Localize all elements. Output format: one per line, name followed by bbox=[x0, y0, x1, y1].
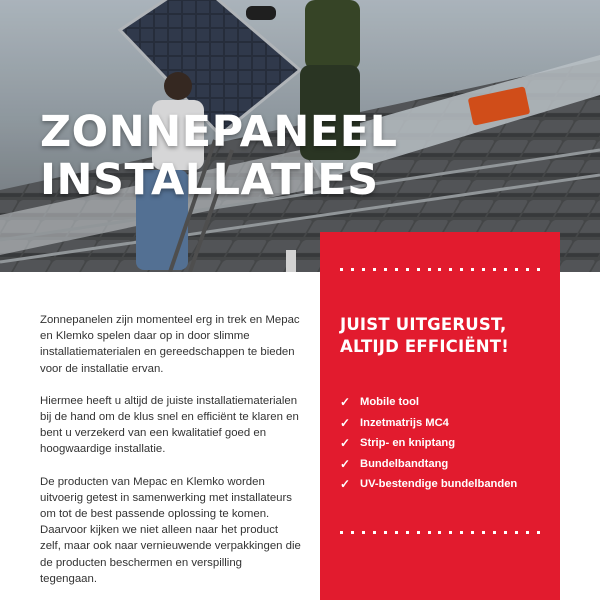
check-icon: ✓ bbox=[340, 395, 351, 409]
list-item bbox=[340, 433, 550, 454]
check-icon: ✓ bbox=[340, 415, 351, 430]
list-item-label: Mobile tool bbox=[360, 396, 420, 408]
dot-divider-bottom bbox=[340, 529, 540, 535]
list-item bbox=[340, 392, 550, 413]
feature-list bbox=[340, 392, 550, 495]
intro-paragraph-1: Zonnepanelen zijn momenteel erg in trek en Mepac en Klemko spelen daar op in door slimme installatiematerialen en gereedschappen te bieden voor de installatie ervan. bbox=[40, 314, 300, 375]
feature-box-heading bbox=[340, 314, 550, 358]
page-title-line-1: ZONNEPANEEL bbox=[40, 107, 398, 157]
list-item-label: Inzetmatrijs MC4 bbox=[360, 416, 449, 429]
feature-box-heading-line-2: ALTIJD EFFICIËNT! bbox=[340, 337, 509, 356]
list-item bbox=[340, 413, 550, 434]
list-item-label: Strip- en kniptang bbox=[360, 437, 456, 450]
list-item bbox=[340, 474, 550, 495]
check-icon: ✓ bbox=[340, 477, 351, 492]
page-title bbox=[40, 108, 398, 204]
page-title-line-2: INSTALLATIES bbox=[40, 155, 379, 205]
intro-paragraph-3: De producten van Mepac en Klemko worden uitvoerig getest in samenwerking met installateurs om tot de best passende oplossing te komen. Daarvoor kijken we niet alleen naar het product zelf, maar ook naar vernieuwende verpakkingen die de producten beschermen en verspilling tegengaan. bbox=[40, 475, 301, 585]
feature-box-heading-line-1: JUIST UITGERUST, bbox=[340, 315, 507, 334]
list-item-label: Bundelbandtang bbox=[360, 457, 449, 470]
feature-box bbox=[320, 232, 560, 600]
intro-text bbox=[40, 312, 302, 603]
intro-paragraph-2: Hiermee heeft u altijd de juiste installatiematerialen bij de hand om de klus snel en efficiënt te klaren en bent u verzekerd van een kwalitatief goed en hoogwaardige installatie. bbox=[40, 394, 299, 456]
list-item-label: UV-bestendige bundelbanden bbox=[360, 478, 518, 491]
list-item bbox=[340, 454, 550, 475]
check-icon: ✓ bbox=[340, 456, 351, 471]
dot-divider-top bbox=[340, 266, 540, 272]
check-icon: ✓ bbox=[340, 436, 351, 451]
